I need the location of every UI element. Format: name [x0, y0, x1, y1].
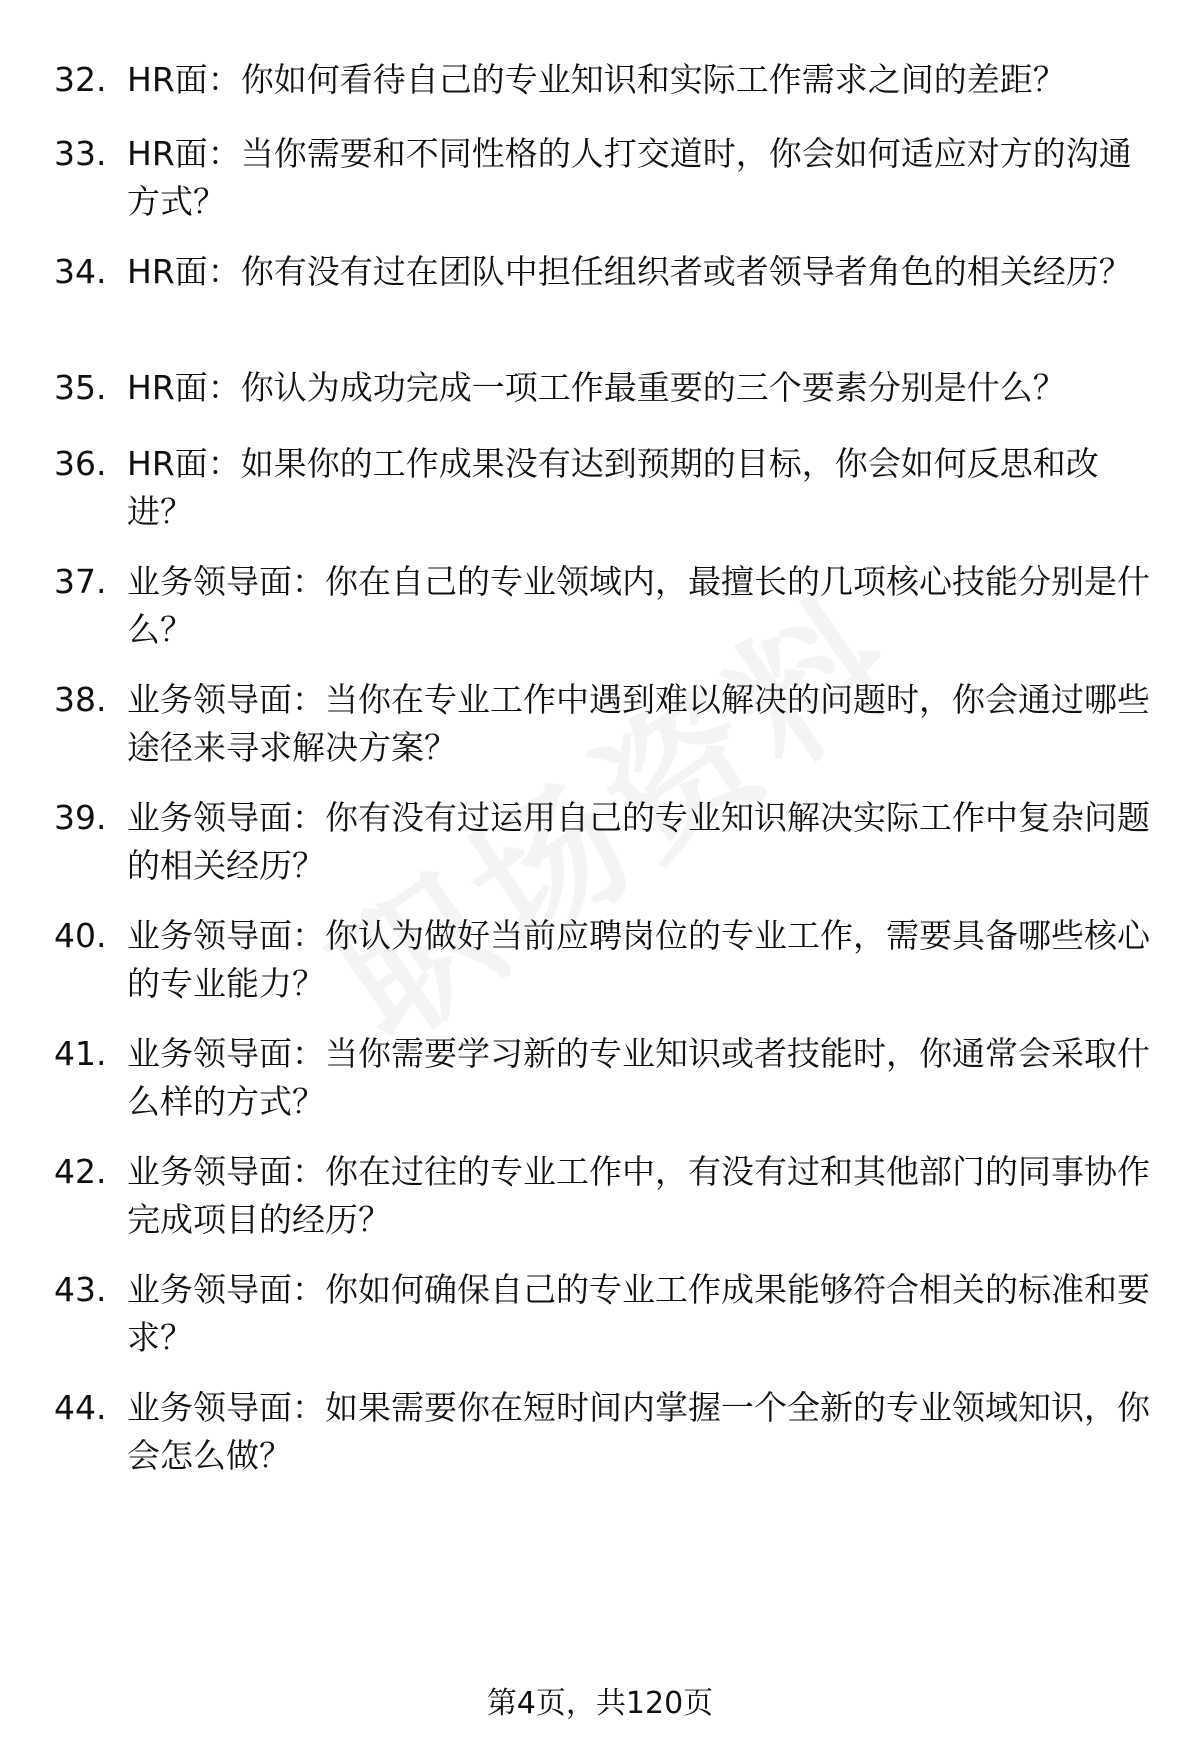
question-text: 业务领导面：当你在专业工作中遇到难以解决的问题时，你会通过哪些途径来寻求解决方案？ — [127, 680, 1150, 767]
list-item — [54, 558, 1164, 654]
list-item — [54, 248, 1164, 296]
question-text: 业务领导面：你认为做好当前应聘岗位的专业工作，需要具备哪些核心的专业能力？ — [127, 916, 1150, 1003]
question-text: 业务领导面：你如何确保自己的专业工作成果能够符合相关的标准和要求？ — [127, 1270, 1150, 1357]
page-number-footer: 第4页，共120页 — [486, 1686, 714, 1721]
question-number: 42. — [54, 1152, 107, 1191]
list-item — [54, 130, 1164, 226]
list-item — [54, 1384, 1164, 1480]
list-item — [54, 1266, 1164, 1362]
list-item — [54, 1030, 1164, 1126]
list-item — [54, 56, 1164, 104]
list-item — [54, 676, 1164, 772]
list-item — [54, 912, 1164, 1008]
question-text: 业务领导面：你有没有过运用自己的专业知识解决实际工作中复杂问题的相关经历？ — [127, 798, 1150, 885]
question-number: 40. — [54, 916, 107, 955]
question-text: HR面：你有没有过在团队中担任组织者或者领导者角色的相关经历？ — [127, 252, 1132, 291]
question-text: HR面：你如何看待自己的专业知识和实际工作需求之间的差距？ — [127, 60, 1066, 99]
question-text: HR面：你认为成功完成一项工作最重要的三个要素分别是什么？ — [127, 368, 1066, 407]
list-item — [54, 364, 1164, 412]
question-number: 41. — [54, 1034, 107, 1073]
question-text: HR面：当你需要和不同性格的人打交道时，你会如何适应对方的沟通方式？ — [127, 134, 1132, 221]
question-number: 34. — [54, 252, 107, 291]
question-number: 37. — [54, 562, 107, 601]
list-item — [54, 1148, 1164, 1244]
question-text: 业务领导面：如果需要你在短时间内掌握一个全新的专业领域知识，你会怎么做？ — [127, 1388, 1150, 1475]
list-item — [54, 794, 1164, 890]
question-number: 33. — [54, 134, 107, 173]
question-text: 业务领导面：你在自己的专业领域内，最擅长的几项核心技能分别是什么？ — [127, 562, 1150, 649]
question-number: 39. — [54, 798, 107, 837]
question-text: 业务领导面：当你需要学习新的专业知识或者技能时，你通常会采取什么样的方式？ — [127, 1034, 1150, 1121]
question-number: 43. — [54, 1270, 107, 1309]
question-number: 32. — [54, 60, 107, 99]
question-number: 44. — [54, 1388, 107, 1427]
question-number: 38. — [54, 680, 107, 719]
question-text: 业务领导面：你在过往的专业工作中，有没有过和其他部门的同事协作完成项目的经历？ — [127, 1152, 1150, 1239]
question-number: 35. — [54, 368, 107, 407]
question-number: 36. — [54, 444, 107, 483]
list-item — [54, 440, 1164, 536]
question-text: HR面：如果你的工作成果没有达到预期的目标，你会如何反思和改进？ — [127, 444, 1099, 531]
